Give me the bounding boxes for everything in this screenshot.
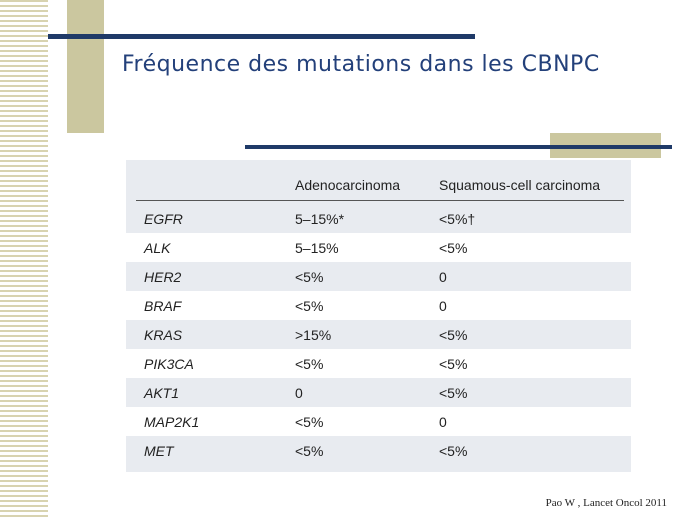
table-row <box>126 262 631 291</box>
adeno-cell: <5% <box>295 269 324 285</box>
table-row <box>126 436 631 465</box>
adeno-cell: 0 <box>295 385 303 401</box>
gene-cell: BRAF <box>144 298 182 314</box>
table-row <box>126 320 631 349</box>
squamous-cell: <5% <box>439 240 468 256</box>
citation: Pao W , Lancet Oncol 2011 <box>545 497 667 509</box>
squamous-cell: <5% <box>439 443 468 459</box>
squamous-cell: 0 <box>439 414 447 430</box>
title-rule <box>48 34 475 39</box>
gene-cell: EGFR <box>144 211 183 227</box>
table-row <box>126 349 631 378</box>
gene-cell: AKT1 <box>144 385 180 401</box>
table-row <box>126 291 631 320</box>
adeno-cell: <5% <box>295 414 324 430</box>
header-divider <box>136 200 624 201</box>
slide-title: Fréquence des mutations dans les CBNPC <box>122 52 600 77</box>
gene-cell: ALK <box>144 240 171 256</box>
header-squamous: Squamous-cell carcinoma <box>439 177 601 193</box>
adeno-cell: <5% <box>295 298 324 314</box>
squamous-cell: <5% <box>439 356 468 372</box>
mutation-frequency-table <box>126 160 631 472</box>
gene-cell: MAP2K1 <box>144 414 200 430</box>
table-row <box>126 378 631 407</box>
table-row <box>126 233 631 262</box>
gene-cell: PIK3CA <box>144 356 194 372</box>
decorative-stripes <box>0 0 48 517</box>
adeno-cell: 5–15%* <box>295 211 345 227</box>
table-rule <box>245 145 672 149</box>
squamous-cell: 0 <box>439 269 447 285</box>
adeno-cell: >15% <box>295 327 332 343</box>
accent-block-left <box>67 0 104 133</box>
header-adenocarcinoma: Adenocarcinoma <box>295 177 401 193</box>
squamous-cell: <5% <box>439 385 468 401</box>
squamous-cell: 0 <box>439 298 447 314</box>
gene-cell: KRAS <box>144 327 183 343</box>
table-row <box>126 204 631 233</box>
adeno-cell: <5% <box>295 443 324 459</box>
adeno-cell: <5% <box>295 356 324 372</box>
squamous-cell: <5% <box>439 327 468 343</box>
squamous-cell: <5%† <box>439 211 476 227</box>
table-row <box>126 407 631 436</box>
table-header <box>126 160 631 200</box>
gene-cell: HER2 <box>144 269 182 285</box>
adeno-cell: 5–15% <box>295 240 339 256</box>
gene-cell: MET <box>144 443 174 459</box>
